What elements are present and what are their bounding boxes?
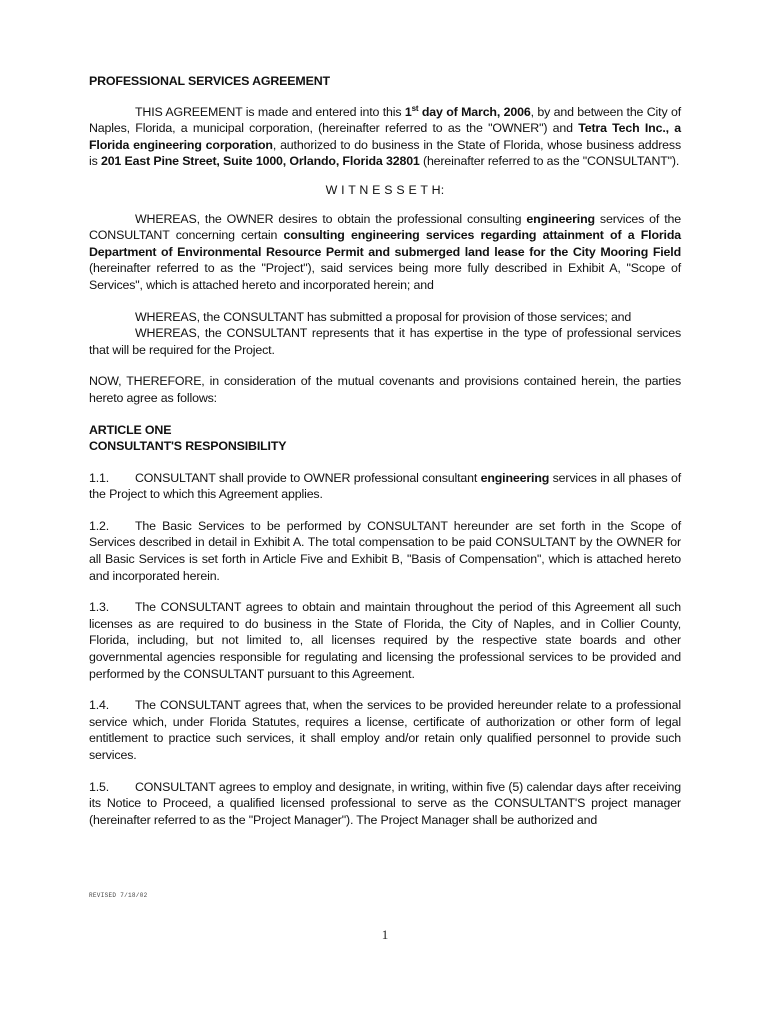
- section-1-4: 1.4. The CONSULTANT agrees that, when the services to be provided hereunder relate to a professional service which, under Florida Statutes, requires a license, certificate of authorization or other form of legal entitlement to practice such services, it shall employ and/or retain only qualified personnel to provide such services.: [89, 698, 681, 762]
- article-title: ARTICLE ONE: [89, 422, 172, 437]
- section-1-2: 1.2. The Basic Services to be performed by CONSULTANT hereunder are set forth in the Scope of Services described in detail in Exhibit A. The total compensation to be paid CONSULTANT by the OWNER for all Basic Services is set forth in Article Five and Exhibit B, "Basis of Compensation", which is attached hereto and incorporated herein.: [89, 518, 681, 583]
- page-number: 1: [381, 927, 389, 942]
- article-subtitle: CONSULTANT'S RESPONSIBILITY: [89, 439, 287, 454]
- document-body: [89, 70, 681, 828]
- now-therefore-paragraph: NOW, THEREFORE, in consideration of the mutual covenants and provisions contained herein, the parties hereto agree as follows:: [89, 374, 681, 405]
- section-1-3: 1.3. The CONSULTANT agrees to obtain and maintain throughout the period of this Agreement all such licenses as are required to do business in the State of Florida, the City of Naples, and in Collier County, Florida, including, but not limited to, all licenses required by the respective state boards and other governmental agencies responsible for regulating and licensing the professional services to be provided and performed by the CONSULTANT pursuant to this Agreement.: [89, 600, 681, 681]
- whereas-paragraph-2: WHEREAS, the CONSULTANT has submitted a proposal for provision of those services; and: [135, 309, 632, 324]
- section-1-1: 1.1. CONSULTANT shall provide to OWNER professional consultant engineering services in all phases of the Project to which this Agreement applies.: [89, 470, 681, 502]
- whereas-paragraph-3: WHEREAS, the CONSULTANT represents that it has expertise in the type of professional services that will be required for the Project.: [89, 326, 681, 357]
- agreement-title: PROFESSIONAL SERVICES AGREEMENT: [89, 74, 330, 88]
- witnesseth-heading: W I T N E S S E T H:: [325, 182, 445, 197]
- revision-note: REVISED 7/18/02: [89, 892, 148, 899]
- whereas-paragraph-1: WHEREAS, the OWNER desires to obtain the professional consulting engineering services of the CONSULTANT concerning certain consulting engineering services regarding attainment of a Florida Department of Environmental Resource Permit and submerged land lease for the City Mooring Field (hereinafter referred to as the "Project"), said services being more fully described in Exhibit A, "Scope of Services", which is attached hereto and incorporated herein; and: [89, 211, 681, 292]
- intro-paragraph: THIS AGREEMENT is made and entered into this 1st day of March, 2006, by and between the City of Naples, Florida, a municipal corporation, (hereinafter referred to as the "OWNER") and Tetra Tech Inc., a Florida engineering corporation, authorized to do business in the State of Florida, whose business address is 201 East Pine Street, Suite 1000, Orlando, Florida 32801 (hereinafter referred to as the "CONSULTANT").: [89, 103, 682, 169]
- section-1-5: 1.5. CONSULTANT agrees to employ and designate, in writing, within five (5) calendar days after receiving its Notice to Proceed, a qualified licensed professional to serve as the CONSULTANT'S project manager (hereinafter referred to as the "Project Manager"). The Project Manager shall be authorized and: [89, 779, 681, 827]
